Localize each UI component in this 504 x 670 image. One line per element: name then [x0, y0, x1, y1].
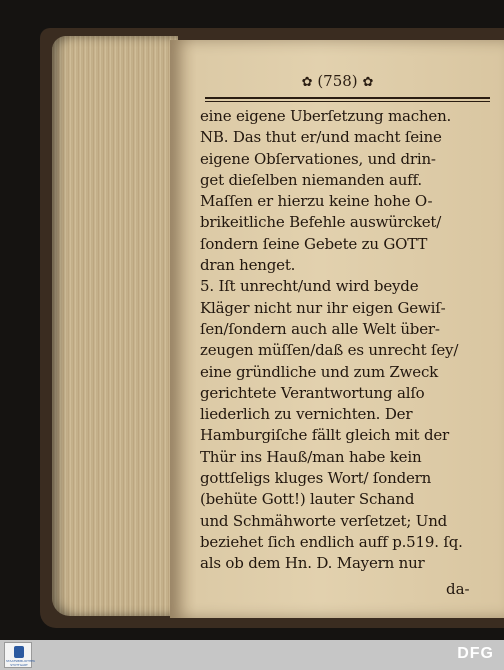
- text-line: Kläger nicht nur ihr eigen Gewiſ-: [200, 298, 446, 317]
- text-line: gerichtete Verantwortung alſo: [200, 383, 425, 402]
- text-line: Maſſen er hierzu keine hohe O-: [200, 192, 433, 211]
- text-line: (behüte Gott!) lauter Schand: [200, 490, 415, 509]
- text-line: brikeitliche Befehle auswürcket/: [200, 213, 442, 232]
- header-rule: [205, 97, 490, 99]
- text-line: gottſeligs kluges Wort/ ſondern: [200, 469, 432, 488]
- header-rule-thin: [205, 101, 490, 102]
- text-line: eigene Obſervationes, und drin-: [200, 149, 436, 168]
- page-edges: [52, 36, 178, 616]
- text-line: eine gründliche und zum Zweck: [200, 362, 439, 381]
- library-logo-text: STAATSBIBLIOTHEK STUTTGART: [6, 659, 36, 667]
- text-line: eine eigene Uberſetzung machen.: [200, 107, 452, 125]
- text-line: Hamburgiſche fällt gleich mit der: [200, 426, 449, 445]
- text-line: zeugen müſſen/daß es unrecht ſey/: [200, 341, 459, 360]
- text-line: get dieſelben niemanden auff.: [200, 170, 422, 189]
- text-line: und Schmähworte verſetzet; Und: [200, 511, 448, 530]
- text-line: ſen/ſondern auch alle Welt über-: [200, 319, 440, 338]
- text-line: NB. Das thut er/und macht ſeine: [200, 128, 442, 147]
- viewer-footer-bar: [0, 640, 504, 670]
- text-line: Thür ins Hauß/man habe kein: [200, 447, 422, 466]
- text-line: 5. Iſt unrecht/und wird beyde: [200, 277, 419, 296]
- library-logo[interactable]: [4, 642, 36, 668]
- library-crest-icon: [14, 646, 24, 658]
- text-line: liederlich zu vernichten. Der: [200, 405, 413, 424]
- text-line: beziehet ſich endlich auff p.519. ſq.: [200, 532, 463, 551]
- ornament-right-icon: ✿: [362, 75, 374, 90]
- text-line: ſondern ſeine Gebete zu GOTT: [200, 234, 428, 253]
- page-header: [175, 72, 500, 90]
- dfg-logo[interactable]: DFG: [457, 645, 494, 662]
- text-line: dran henget.: [200, 256, 296, 275]
- catchword: da-: [446, 580, 470, 598]
- page-number: (758): [317, 72, 358, 90]
- text-line: als ob dem Hn. D. Mayern nur: [200, 554, 425, 573]
- page-text: [200, 106, 495, 575]
- ornament-left-icon: ✿: [301, 75, 313, 90]
